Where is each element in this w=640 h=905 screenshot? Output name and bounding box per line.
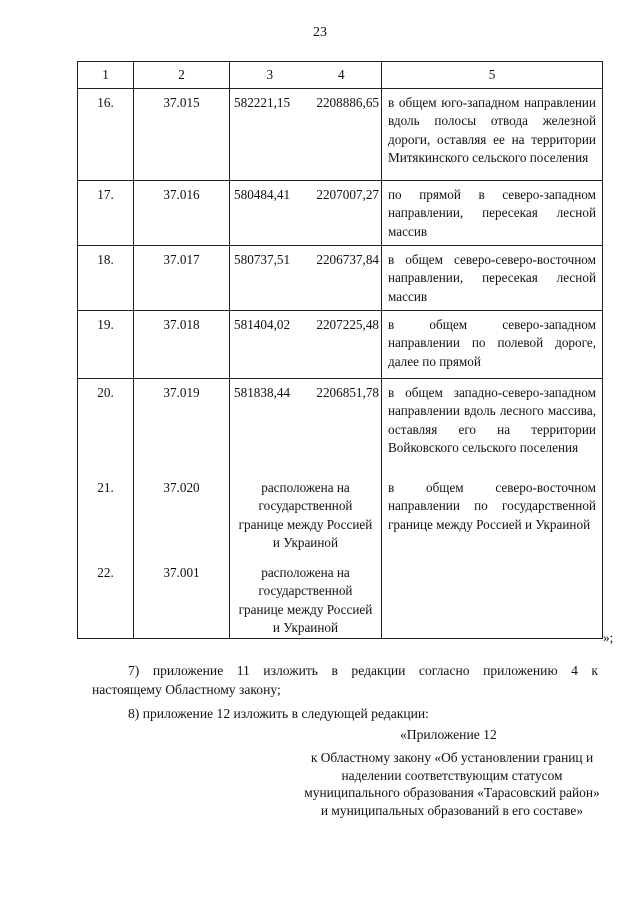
coordinates-cell bbox=[230, 310, 382, 378]
coord-x: 580737,51 bbox=[234, 251, 291, 267]
row-number: 20. bbox=[78, 378, 134, 474]
table-row bbox=[78, 559, 603, 639]
paragraph-7: 7) приложение 11 изложить в редакции согласно приложению 4 к bbox=[128, 663, 598, 678]
coord-x: 581404,02 bbox=[234, 316, 291, 332]
table-row bbox=[78, 88, 603, 180]
table-header-row bbox=[78, 62, 603, 89]
header-col-2: 2 bbox=[134, 62, 230, 89]
coord-y: 2206737,84 bbox=[316, 251, 379, 267]
closing-quote: »; bbox=[603, 630, 614, 645]
header-col-1: 1 bbox=[78, 62, 134, 89]
coordinates-cell bbox=[230, 180, 382, 245]
coord-y: 2208886,65 bbox=[316, 94, 379, 110]
coord-y: 2206851,78 bbox=[316, 384, 379, 400]
table-row bbox=[78, 180, 603, 245]
coord-y: 2207007,27 bbox=[316, 186, 379, 202]
coord-x: 582221,15 bbox=[234, 94, 291, 110]
appendix-description: к Областному закону «Об установлении границ и наделении соответствующим статусом муниципального образования «Тарасовский район» и муниципальных образований в его составе» bbox=[304, 750, 600, 818]
coordinates-cell bbox=[230, 88, 382, 180]
point-id: 37.016 bbox=[134, 180, 230, 245]
table-row bbox=[78, 310, 603, 378]
direction-description: в общем западно-северо-западном направлении вдоль лесного массива, оставляя его на территории Войковского сельского поселения bbox=[382, 378, 603, 474]
header-col-5: 5 bbox=[382, 62, 603, 89]
coord-y: 2207225,48 bbox=[316, 316, 379, 332]
direction-description bbox=[382, 559, 603, 639]
page-number: 23 bbox=[313, 25, 327, 40]
point-location: расположена на государственной границе между Россией и Украиной bbox=[230, 559, 382, 639]
row-number: 18. bbox=[78, 245, 134, 310]
boundary-points-table bbox=[77, 61, 603, 639]
point-id: 37.001 bbox=[134, 559, 230, 639]
row-number: 19. bbox=[78, 310, 134, 378]
coord-x: 581838,44 bbox=[234, 384, 291, 400]
header-col-4: 4 bbox=[337, 67, 345, 82]
point-id: 37.017 bbox=[134, 245, 230, 310]
point-id: 37.015 bbox=[134, 88, 230, 180]
table-row bbox=[78, 378, 603, 474]
appendix-title: «Приложение 12 bbox=[400, 727, 497, 742]
coordinates-cell bbox=[230, 245, 382, 310]
header-col-3: 3 bbox=[266, 67, 274, 82]
row-number: 21. bbox=[78, 474, 134, 559]
paragraph-7-continuation: настоящему Областному закону; bbox=[92, 682, 281, 697]
direction-description: в общем северо-северо-восточном направлении, пересекая лесной массив bbox=[382, 245, 603, 310]
direction-description: в общем северо-восточном направлении по государственной границе между Россией и Украиной bbox=[382, 474, 603, 559]
coordinates-cell bbox=[230, 378, 382, 474]
table-row bbox=[78, 474, 603, 559]
point-id: 37.020 bbox=[134, 474, 230, 559]
row-number: 22. bbox=[78, 559, 134, 639]
header-col-3-4 bbox=[230, 62, 382, 89]
row-number: 17. bbox=[78, 180, 134, 245]
row-number: 16. bbox=[78, 88, 134, 180]
paragraph-8: 8) приложение 12 изложить в следующей редакции: bbox=[128, 706, 429, 721]
point-id: 37.019 bbox=[134, 378, 230, 474]
point-location: расположена на государственной границе между Россией и Украиной bbox=[230, 474, 382, 559]
coord-x: 580484,41 bbox=[234, 186, 291, 202]
point-id: 37.018 bbox=[134, 310, 230, 378]
direction-description: в общем северо-западном направлении по полевой дороге, далее по прямой bbox=[382, 310, 603, 378]
direction-description: по прямой в северо-западном направлении, пересекая лесной массив bbox=[382, 180, 603, 245]
table-row bbox=[78, 245, 603, 310]
direction-description: в общем юго-западном направлении вдоль полосы отвода железной дороги, оставляя ее на территории Митякинского сельского поселения bbox=[382, 88, 603, 180]
